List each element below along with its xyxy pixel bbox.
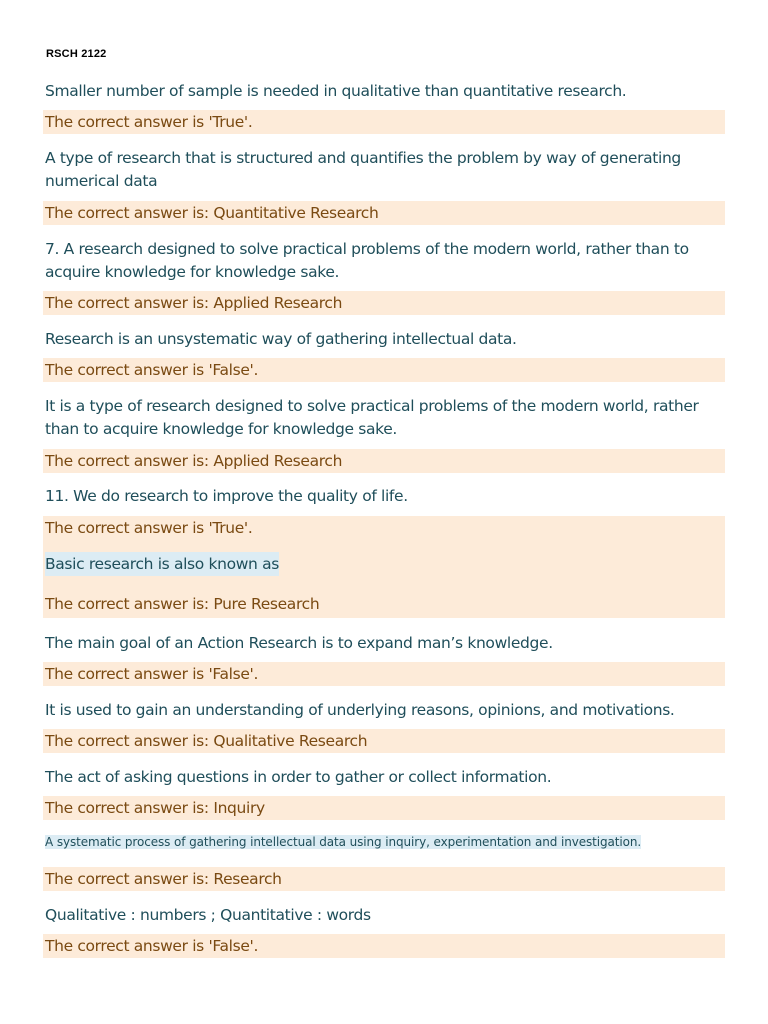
answer-4: The correct answer is 'False'.: [43, 358, 725, 382]
question-2-line-1: A type of research that is structured and quantifies the problem by way of generating: [45, 149, 681, 167]
answer-8: The correct answer is 'False'.: [43, 662, 725, 686]
question-11: [45, 833, 725, 851]
answer-6: The correct answer is 'True'.: [45, 519, 253, 537]
answer-7: The correct answer is: Pure Research: [45, 595, 320, 613]
question-10: The act of asking questions in order to gather or collect information.: [45, 768, 552, 786]
question-12: Qualitative : numbers ; Quantitative : words: [45, 906, 371, 924]
question-3: [45, 238, 725, 284]
question-5-line-1: It is a type of research designed to solve practical problems of the modern world, rather: [45, 397, 699, 415]
question-3-line-1: 7. A research designed to solve practical problems of the modern world, rather than to: [45, 240, 689, 258]
question-5-line-2: than to acquire knowledge for knowledge sake.: [45, 420, 397, 438]
answer-9: The correct answer is: Qualitative Research: [43, 729, 725, 753]
question-2: [45, 147, 725, 193]
course-code-header: RSCH 2122: [46, 48, 107, 60]
question-9: It is used to gain an understanding of underlying reasons, opinions, and motivations.: [45, 701, 675, 719]
answer-1: The correct answer is 'True'.: [43, 110, 725, 134]
question-2-line-2: numerical data: [45, 172, 158, 190]
question-6: 11. We do research to improve the quality of life.: [45, 487, 408, 505]
answer-12: The correct answer is 'False'.: [43, 934, 725, 958]
question-4: Research is an unsystematic way of gathering intellectual data.: [45, 330, 517, 348]
answer-10: The correct answer is: Inquiry: [43, 796, 725, 820]
answer-2: The correct answer is: Quantitative Research: [43, 201, 725, 225]
question-7: Basic research is also known as: [45, 552, 279, 576]
question-5: [45, 395, 725, 441]
question-8: The main goal of an Action Research is to expand man’s knowledge.: [45, 634, 553, 652]
answer-5: The correct answer is: Applied Research: [43, 449, 725, 473]
answer-11: The correct answer is: Research: [43, 867, 725, 891]
question-1: Smaller number of sample is needed in qualitative than quantitative research.: [45, 82, 627, 100]
answer-3: The correct answer is: Applied Research: [43, 291, 725, 315]
question-11-text: A systematic process of gathering intellectual data using inquiry, experimentation and investigation.: [45, 835, 642, 849]
question-3-line-2: acquire knowledge for knowledge sake.: [45, 263, 340, 281]
answer-block: [43, 516, 725, 618]
